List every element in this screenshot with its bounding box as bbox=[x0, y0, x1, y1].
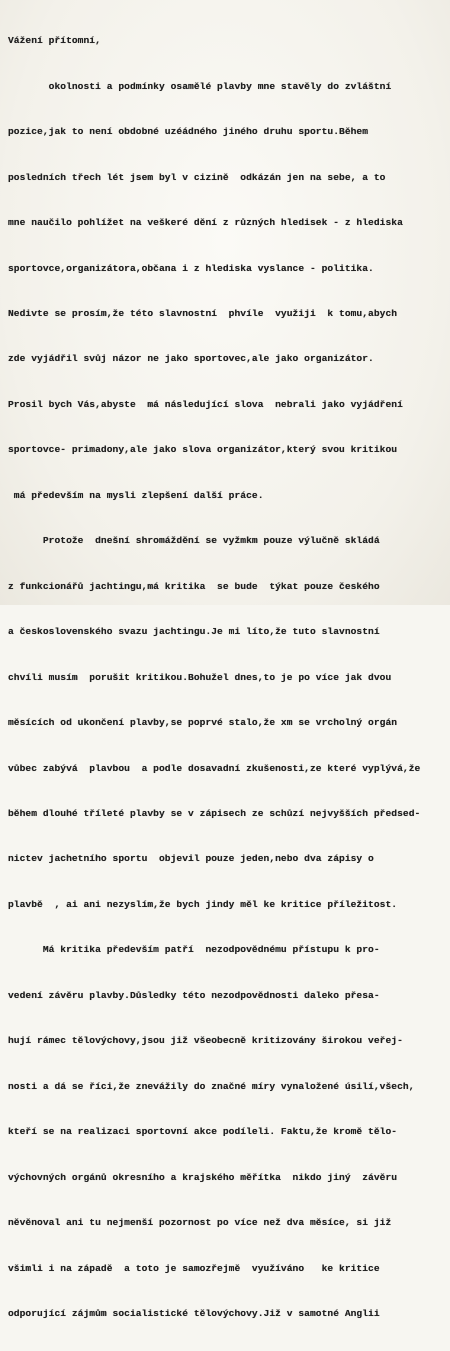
text-line: sportovce,organizátora,občana i z hlediska vyslance - politika. bbox=[8, 262, 374, 274]
text-line: výchovných orgánů okresního a krajského měřítka nikdo jiný závěru bbox=[8, 1171, 398, 1183]
text-line: odporující zájmům socialistické tělovýchovy.Již v samotné Anglii bbox=[8, 1308, 380, 1319]
text-line: měsících od ukončení plavby,se poprvé stalo,že xm se vrcholný orgán bbox=[8, 717, 398, 729]
greeting-line: Vážení přítomní, bbox=[8, 35, 101, 47]
text-line: a československého svazu jachtingu.Je mi líto,že tuto slavnostní bbox=[8, 626, 380, 638]
text-line: posledních třech lét jsem byl v cizině odkázán jen na sebe, a to bbox=[8, 171, 386, 183]
text-line: Protože dnešní shromáždění se vyžmkm pouze výlučně skládá bbox=[8, 535, 380, 547]
text-line: Prosil bych Vás,abyste má následující slova nebrali jako vyjádření bbox=[8, 398, 403, 410]
text-line: z funkcionářů jachtingu,má kritika se bude týkat pouze českého bbox=[8, 580, 380, 592]
text-line: vůbec zabývá plavbou a podle dosavadní zkušenosti,ze které vyplývá,že bbox=[8, 762, 421, 774]
text-line: mne naučilo pohlížet na veškeré dění z různých hledisek - z hlediska bbox=[8, 217, 403, 229]
text-line: chvíli musím porušit kritikou.Bohužel dnes,to je po více jak dvou bbox=[8, 671, 392, 683]
text-line: Má kritika především patří nezodpovědnému přístupu k pro- bbox=[8, 944, 380, 956]
text-line: Nedivte se prosím,že této slavnostní phvíle využiji k tomu,abych bbox=[8, 308, 398, 320]
text-line: okolnosti a podmínky osamělé plavby mne stavěly do zvláštní bbox=[8, 80, 392, 92]
text-line: vedení závěru plavby.Důsledky této nezodpovědnosti daleko přesa- bbox=[8, 989, 380, 1001]
text-line: něvěnoval ani tu nejmenší pozornost po více než dva měsíce, si již bbox=[8, 1217, 392, 1229]
text-line: během dlouhé tříleté plavby se v zápisech ze schůzí nejvyšších předsed- bbox=[8, 808, 421, 820]
text-line: plavbě , ai ani nezyslím,že bych jindy měl ke kritice příležitost. bbox=[8, 898, 398, 910]
text-line: sportovce- primadony,ale jako slova organizátor,který svou kritikou bbox=[8, 444, 398, 456]
text-line: kteří se na realizaci sportovní akce podíleli. Faktu,že kromě tělo- bbox=[8, 1126, 398, 1138]
text-line: nictev jachetního sportu objevil pouze jeden,nebo dva zápisy o bbox=[8, 853, 374, 865]
text-line: hují rámec tělovýchovy,jsou již všeobecně kritizovány širokou veřej- bbox=[8, 1035, 403, 1047]
text-line: nosti a dá se říci,že znevážily do značné míry vynaložené úsilí,všech, bbox=[8, 1080, 415, 1092]
text-line: pozice,jak to není obdobné uzéádného jiného druhu sportu.Během bbox=[8, 126, 369, 138]
text-line: zde vyjádřil svůj názor ne jako sportovec,ale jako organizátor. bbox=[8, 353, 374, 365]
text-line: všimli i na západě a toto je samozřejmě využíváno ke kritice bbox=[8, 1262, 380, 1274]
text-line: má především na mysli zlepšení další práce. bbox=[8, 489, 264, 501]
document-body bbox=[8, 0, 448, 1351]
